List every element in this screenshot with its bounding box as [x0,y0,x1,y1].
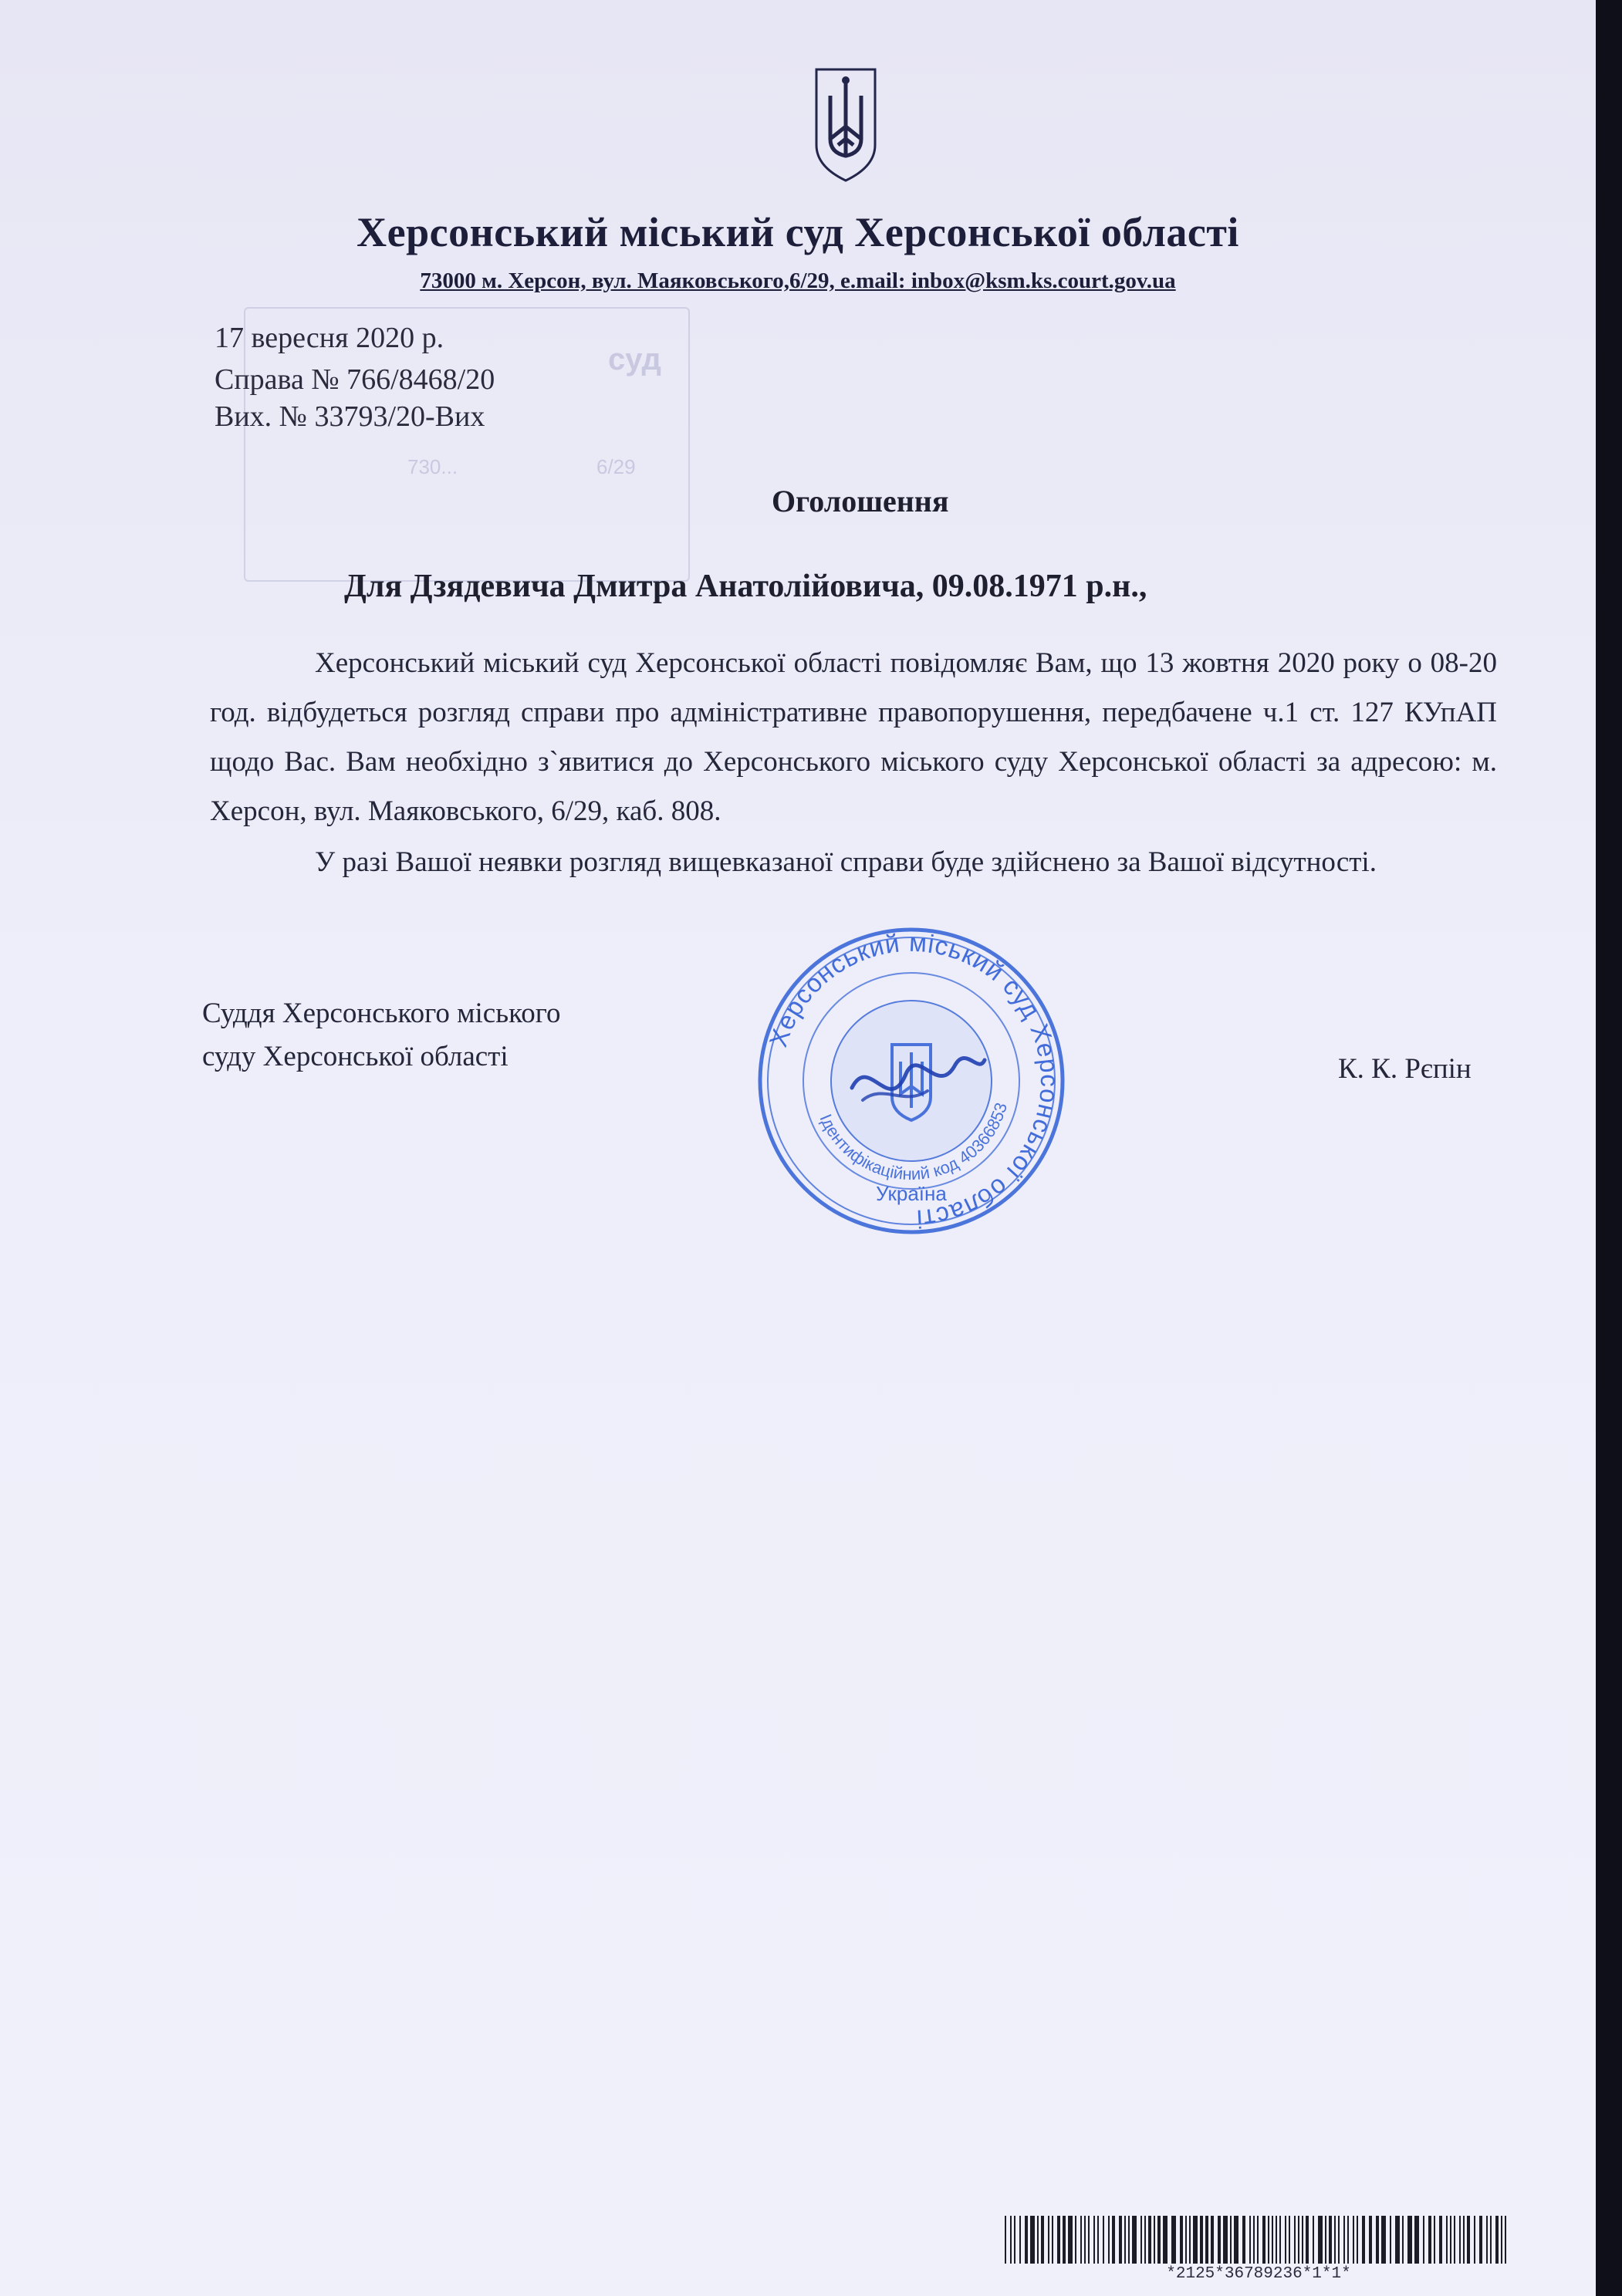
barcode-bar [1030,2216,1035,2264]
barcode-bar [1439,2216,1442,2264]
barcode-bar [1230,2216,1232,2264]
barcode-bar [1140,2216,1142,2264]
barcode-bar [1242,2216,1245,2264]
barcode-bar [1338,2216,1340,2264]
barcode-bar [1093,2216,1095,2264]
barcode-bar [1097,2216,1099,2264]
barcode-bar [1414,2216,1419,2264]
barcode-bar [1423,2216,1424,2264]
barcode-bar [1450,2216,1451,2264]
barcode-bar [1223,2216,1228,2264]
barcode-bar [1005,2216,1006,2264]
barcode-bar [1084,2216,1086,2264]
barcode-bar [1249,2216,1251,2264]
barcode-bar [1112,2216,1115,2264]
barcode-bar [1063,2216,1066,2264]
barcode-bar [1298,2216,1299,2264]
barcode-bar [1446,2216,1448,2264]
barcode-bar [1025,2216,1028,2264]
barcode-bar [1154,2216,1155,2264]
barcode [1005,2216,1512,2264]
barcode-bar [1218,2216,1221,2264]
barcode-bar [1189,2216,1191,2264]
barcode-bar [1163,2216,1168,2264]
barcode-bar [1495,2216,1499,2264]
recipient-line: Для Дзядевича Дмитра Анатолійовича, 09.08.1971 р.н., [344,569,1147,604]
barcode-bar [1205,2216,1208,2264]
barcode-bar [1057,2216,1060,2264]
seal-country-text: Україна [876,1182,947,1205]
seal-inner-text: Ідентифікаційний код 40366853 [816,1100,1012,1184]
barcode-bar [1313,2216,1314,2264]
barcode-bar [1019,2216,1021,2264]
barcode-bar [1014,2216,1015,2264]
barcode-bar [1490,2216,1492,2264]
barcode-bar [1369,2216,1372,2264]
barcode-bar [1268,2216,1269,2264]
barcode-bar [1434,2216,1435,2264]
barcode-bar [1459,2216,1461,2264]
barcode-bar [1467,2216,1470,2264]
barcode-bar [1157,2216,1161,2264]
barcode-bar [1119,2216,1122,2264]
barcode-bar [1357,2216,1358,2264]
barcode-bar [1362,2216,1365,2264]
notice-paragraph: У разі Вашої неявки розгляд вищевказаної справи буде здійснено за Вашої відсутності. [315,846,1377,878]
barcode-bar [1390,2216,1391,2264]
outgoing-number: Вих. № 33793/20-Вих [215,400,485,433]
barcode-bar [1080,2216,1082,2264]
barcode-bar [1185,2216,1187,2264]
barcode-bar [1318,2216,1323,2264]
barcode-bar [1200,2216,1203,2264]
barcode-bar [1479,2216,1482,2264]
court-address-line: 73000 м. Херсон, вул. Маяковського,6/29, e.mail: inbox@ksm.ks.court.gov.ua [420,268,1176,293]
notice-title: Оголошення [772,484,949,518]
barcode-bar [1068,2216,1073,2264]
barcode-bar [1428,2216,1431,2264]
barcode-bar [1108,2216,1110,2264]
barcode-bar [1211,2216,1214,2264]
barcode-bar [1124,2216,1126,2264]
barcode-bar [1272,2216,1273,2264]
barcode-bar [1294,2216,1296,2264]
court-name-heading: Херсонський міський суд Херсонської області [357,209,1239,255]
barcode-bar [1037,2216,1039,2264]
barcode-bar [1334,2216,1336,2264]
barcode-bar [1306,2216,1309,2264]
barcode-bar [1180,2216,1183,2264]
barcode-bar [1276,2216,1277,2264]
barcode-bar [1325,2216,1326,2264]
barcode-bar [1144,2216,1146,2264]
barcode-bar [1289,2216,1290,2264]
barcode-bar [1234,2216,1238,2264]
barcode-bar [1395,2216,1400,2264]
faint-stamp-text: суд [608,343,661,376]
barcode-bar [1148,2216,1151,2264]
barcode-bar [1463,2216,1465,2264]
case-number: Справа № 766/8468/20 [215,363,495,396]
barcode-bar [1041,2216,1044,2264]
barcode-bar [1171,2216,1176,2264]
barcode-bar [1454,2216,1455,2264]
barcode-bar [1010,2216,1012,2264]
barcode-bar [1132,2216,1137,2264]
barcode-bar [1279,2216,1281,2264]
barcode-bar [1501,2216,1502,2264]
barcode-bar [1302,2216,1303,2264]
barcode-bar [1193,2216,1198,2264]
seal-outer-text: Херсонський міський суд Херсонської області [763,927,1065,1234]
signature-position [202,992,560,1079]
barcode-bar [1353,2216,1354,2264]
barcode-bar [1088,2216,1090,2264]
barcode-bar [1103,2216,1104,2264]
barcode-bar [1343,2216,1345,2264]
notice-paragraph: Херсонський міський суд Херсонської області повідомляє Вам, що 13 жовтня 2020 року о 08-20 год. відбудеться розгляд справи про адміністративне правопорушення, передбачене ч.1 ст. 127 КУпАП щодо Вас. Вам необхідно з`явитися до Херсонського міського суду Херсонської області за адресою: м. Херсон, вул. Маяковського, 6/29, каб. 808. [210,647,1497,827]
barcode-bar [1257,2216,1259,2264]
signature-position-line: суду Херсонської області [202,1041,509,1072]
faint-stamp-text: 730... [407,455,458,478]
signature-position-line: Суддя Херсонського міського [202,998,561,1029]
barcode-bar [1505,2216,1506,2264]
barcode-bar [1052,2216,1053,2264]
barcode-number: *2125*36789236*1*1* [1166,2265,1351,2283]
barcode-bar [1474,2216,1475,2264]
faint-stamp-text: 6/29 [596,455,636,478]
barcode-bar [1075,2216,1076,2264]
barcode-bar [1486,2216,1488,2264]
barcode-bar [1253,2216,1255,2264]
document-date: 17 вересня 2020 р. [215,322,444,354]
barcode-bar [1285,2216,1286,2264]
barcode-bar [1376,2216,1379,2264]
barcode-bar [1128,2216,1130,2264]
barcode-bar [1347,2216,1349,2264]
barcode-bar [1407,2216,1412,2264]
barcode-bar [1262,2216,1265,2264]
official-court-seal [753,923,1070,1239]
barcode-bar [1402,2216,1404,2264]
barcode-bar [1381,2216,1386,2264]
barcode-bar [1329,2216,1332,2264]
trident-coat-of-arms-icon [812,65,880,184]
judge-name: К. К. Рєпін [1338,1053,1472,1085]
barcode-bar [1048,2216,1049,2264]
